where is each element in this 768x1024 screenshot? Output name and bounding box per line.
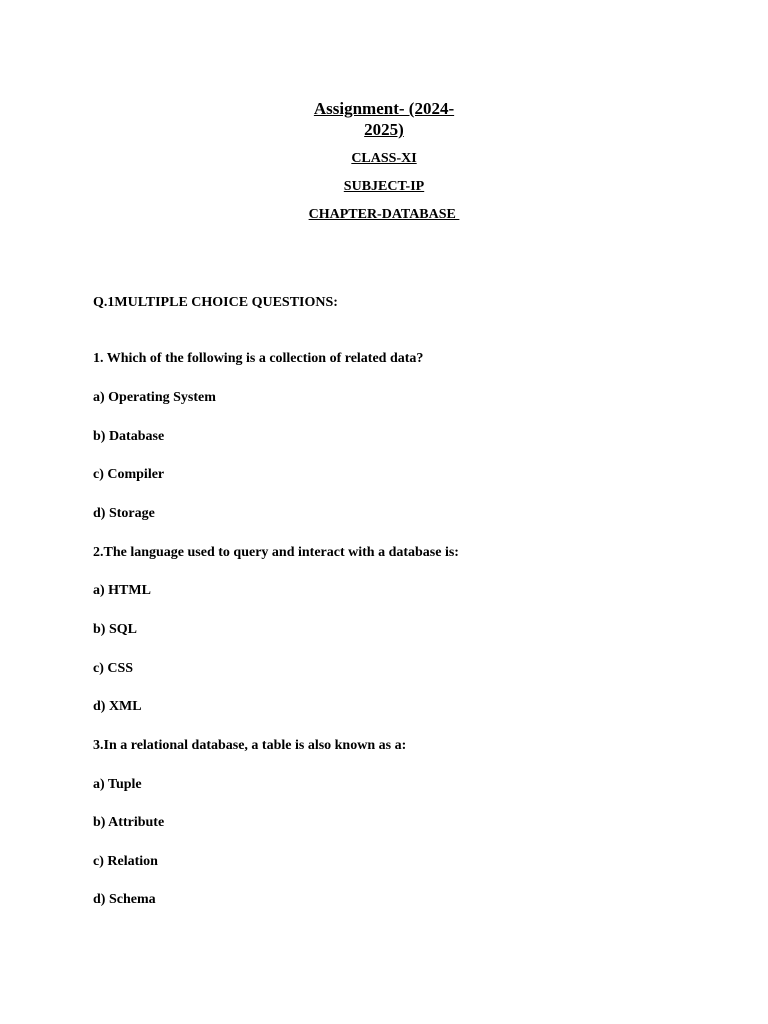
question-1-option-a: a) Operating System bbox=[93, 390, 216, 405]
question-2-option-d: d) XML bbox=[93, 699, 142, 714]
question-2-option-c: c) CSS bbox=[93, 661, 134, 676]
question-3-option-d: d) Schema bbox=[93, 892, 156, 907]
chapter-label: CHAPTER-DATABASE bbox=[308, 207, 460, 222]
subject-label: SUBJECT-IP bbox=[343, 179, 425, 194]
question-1-option-c: c) Compiler bbox=[93, 467, 165, 482]
question-2-text: 2.The language used to query and interact with a database is: bbox=[93, 545, 459, 560]
question-1-option-d: d) Storage bbox=[93, 506, 155, 521]
section-heading: Q.1MULTIPLE CHOICE QUESTIONS: bbox=[93, 295, 338, 310]
question-1-option-b: b) Database bbox=[93, 429, 165, 444]
question-3-text: 3.In a relational database, a table is also known as a: bbox=[93, 738, 407, 753]
question-2-option-a: a) HTML bbox=[93, 583, 151, 598]
class-label: CLASS-XI bbox=[351, 151, 417, 166]
question-2-option-b: b) SQL bbox=[93, 622, 137, 637]
question-3-option-b: b) Attribute bbox=[93, 815, 165, 830]
question-3-option-c: c) Relation bbox=[93, 854, 158, 869]
assignment-title bbox=[0, 98, 768, 140]
question-1-text: 1. Which of the following is a collection of related data? bbox=[93, 351, 424, 366]
question-3-option-a: a) Tuple bbox=[93, 777, 142, 792]
assignment-title-text: Assignment- (2024-2025) bbox=[313, 99, 455, 139]
